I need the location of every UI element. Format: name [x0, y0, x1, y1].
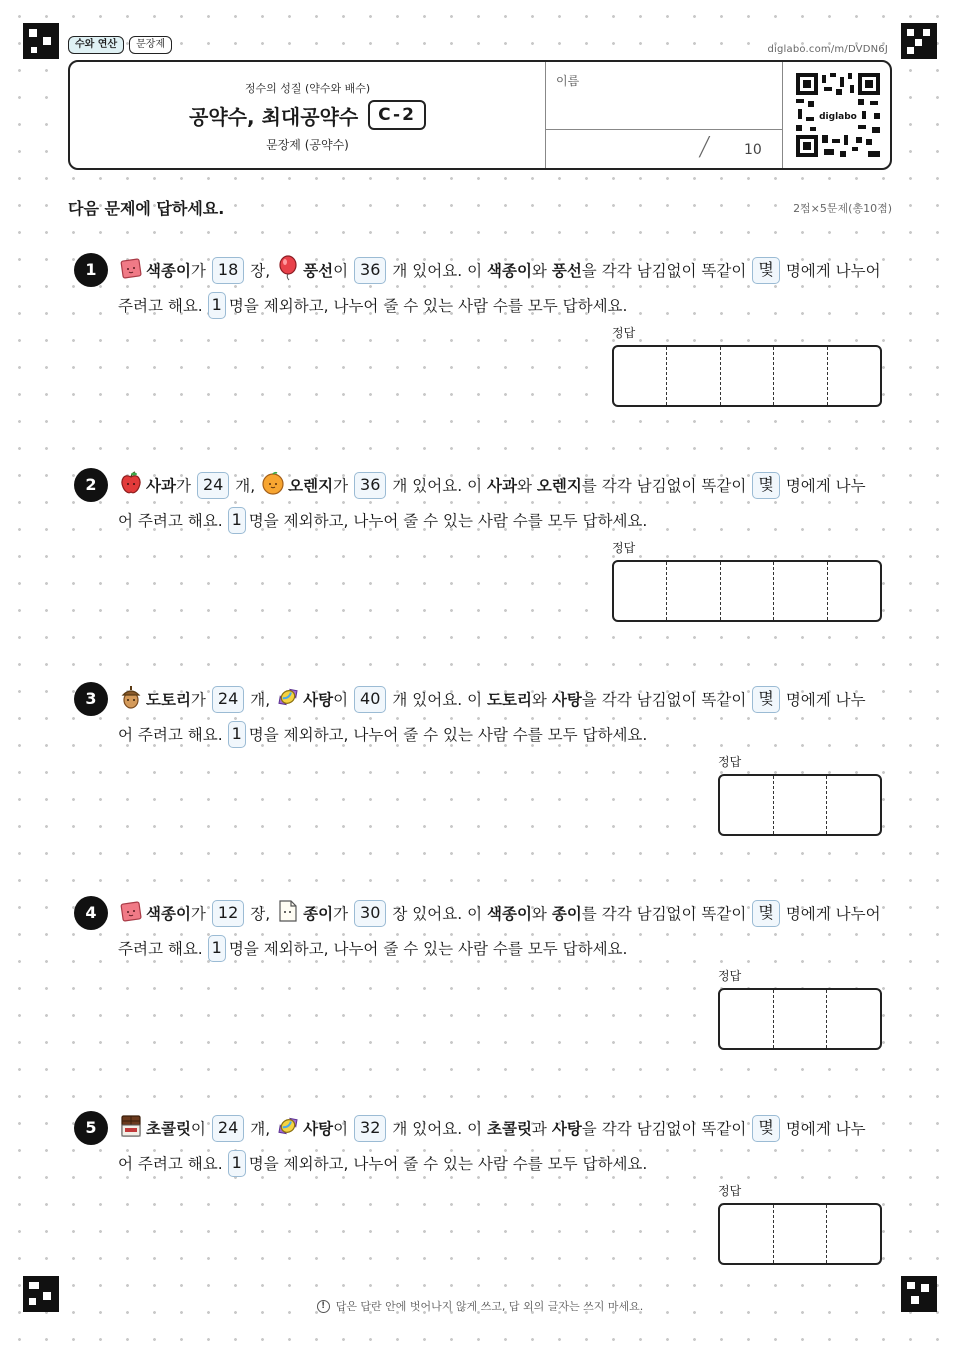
item1-unit: 개, — [235, 477, 256, 495]
item1-unit: 장, — [250, 262, 271, 280]
item1-unit: 개, — [250, 691, 271, 709]
how-many-box: 몇 — [752, 686, 779, 713]
line1-tail: 명에게 나누어 — [785, 905, 881, 923]
answer-box[interactable] — [612, 345, 882, 407]
item1-particle: 가 — [175, 477, 191, 495]
answer-cell[interactable] — [614, 562, 666, 620]
item2-name-ref: 사탕 — [551, 691, 582, 709]
candy-icon — [275, 684, 303, 714]
answer-cell[interactable] — [614, 347, 666, 405]
answer-cell[interactable] — [826, 990, 880, 1048]
connector: 과 — [531, 1120, 547, 1138]
category-tags — [68, 36, 172, 54]
answer-cell[interactable] — [773, 562, 826, 620]
line2-pre: 어 주려고 해요. — [118, 1155, 223, 1173]
candy-icon — [275, 1113, 303, 1143]
problem-line-1 — [118, 684, 866, 714]
how-many-box: 몇 — [752, 1115, 779, 1142]
exclude-box: 1 — [228, 721, 246, 748]
answer-cell[interactable] — [720, 776, 773, 834]
answer-box[interactable] — [718, 988, 882, 1050]
connector: 와 — [516, 477, 532, 495]
title-row — [70, 100, 545, 130]
balloon-icon — [275, 255, 303, 285]
tag-word-problem: 문장제 — [129, 36, 172, 54]
answer-cell[interactable] — [826, 776, 880, 834]
item1-particle: 가 — [190, 691, 206, 709]
line2-pre: 어 주려고 해요. — [118, 512, 223, 530]
answer-box[interactable] — [718, 1203, 882, 1265]
exclude-box: 1 — [228, 507, 246, 534]
exclude-box: 1 — [208, 935, 226, 962]
item1-name-ref: 색종이 — [487, 262, 532, 280]
corner-marker-top-left — [23, 23, 59, 59]
line2-post: 명을 제외하고, 나누어 줄 수 있는 사람 수를 모두 답하세요. — [228, 297, 628, 315]
object-particle: 을 — [581, 691, 597, 709]
problem-line-1 — [118, 1113, 866, 1143]
footer-note — [0, 1298, 960, 1314]
item1-count-box: 24 — [212, 1115, 244, 1142]
answer-label: 정답 — [612, 541, 636, 555]
answer-cell[interactable] — [666, 347, 719, 405]
answer-box[interactable] — [718, 774, 882, 836]
line1-tail: 명에게 나누어 — [785, 262, 881, 280]
line2-pre: 주려고 해요. — [118, 297, 203, 315]
level-code: C-2 — [368, 100, 426, 130]
item2-particle: 이 — [333, 262, 349, 280]
paper-icon — [275, 898, 303, 928]
item1-particle: 가 — [190, 905, 206, 923]
item2-name: 종이 — [303, 905, 334, 923]
line2-post: 명을 제외하고, 나누어 줄 수 있는 사람 수를 모두 답하세요. — [228, 940, 628, 958]
how-many-box: 몇 — [752, 472, 779, 499]
colored-paper-icon — [118, 255, 146, 285]
problem-line-2 — [118, 933, 627, 963]
problem-line-1 — [118, 470, 866, 500]
item1-name: 사과 — [146, 477, 176, 495]
title-section — [70, 62, 546, 168]
object-particle: 를 — [581, 477, 597, 495]
item1-unit: 개, — [250, 1120, 271, 1138]
distribution-text: 각각 남김없이 똑같이 — [601, 1120, 747, 1138]
problem-line-2 — [118, 1148, 647, 1178]
line2-pre: 주려고 해요. — [118, 940, 203, 958]
object-particle: 를 — [581, 905, 597, 923]
instruction: 다음 문제에 답하세요. — [68, 199, 225, 218]
item1-name: 도토리 — [146, 691, 191, 709]
item2-count-box: 32 — [354, 1115, 386, 1142]
problem-line-1 — [118, 255, 881, 285]
object-particle: 을 — [581, 1120, 597, 1138]
qr-code-icon — [796, 73, 880, 157]
item1-count-box: 24 — [212, 686, 244, 713]
item1-name-ref: 초콜릿 — [487, 1120, 532, 1138]
problem-line-2 — [118, 505, 647, 535]
item2-particle: 가 — [333, 905, 349, 923]
connector: 와 — [531, 905, 547, 923]
chocolate-icon — [118, 1113, 146, 1143]
problem-line-2 — [118, 290, 627, 320]
problem-number: 3 — [74, 682, 108, 716]
answer-label: 정답 — [718, 755, 742, 769]
item2-particle: 가 — [333, 477, 349, 495]
item2-unit: 개 있어요. 이 — [392, 1120, 483, 1138]
name-field[interactable] — [546, 62, 782, 130]
answer-cell[interactable] — [720, 1205, 773, 1263]
item1-count-box: 12 — [212, 900, 244, 927]
corner-marker-top-right — [901, 23, 937, 59]
how-many-box: 몇 — [752, 900, 779, 927]
answer-cell[interactable] — [773, 1205, 827, 1263]
object-particle: 을 — [581, 262, 597, 280]
item2-particle: 이 — [333, 1120, 349, 1138]
exclude-box: 1 — [228, 1150, 246, 1177]
item1-name: 초콜릿 — [146, 1120, 191, 1138]
item2-name-ref: 종이 — [551, 905, 582, 923]
answer-cell[interactable] — [826, 1205, 880, 1263]
warning-icon: ! — [317, 1300, 330, 1313]
answer-cell[interactable] — [827, 347, 880, 405]
distribution-text: 각각 남김없이 똑같이 — [601, 905, 747, 923]
item2-count-box: 40 — [354, 686, 386, 713]
item2-count-box: 36 — [354, 472, 386, 499]
unit-subtitle: 정수의 성질 (약수와 배수) — [244, 82, 371, 95]
item2-count-box: 36 — [354, 257, 386, 284]
score-slash: / — [697, 132, 712, 162]
item2-unit: 장 있어요. 이 — [392, 905, 483, 923]
page-title: 공약수, 최대공약수 — [189, 104, 359, 129]
score-field[interactable] — [546, 130, 782, 168]
problem-line-2 — [118, 719, 647, 749]
item2-name-ref: 오렌지 — [536, 477, 582, 495]
item2-name-ref: 풍선 — [551, 262, 582, 280]
problem-number: 2 — [74, 468, 108, 502]
item1-count-box: 18 — [212, 257, 244, 284]
answer-label: 정답 — [612, 326, 636, 340]
qr-label: diglabo — [819, 112, 857, 122]
item2-name: 사탕 — [303, 1120, 334, 1138]
item2-count-box: 30 — [354, 900, 386, 927]
item2-unit: 개 있어요. 이 — [392, 691, 483, 709]
name-label: 이름 — [556, 74, 580, 88]
item2-particle: 이 — [333, 691, 349, 709]
answer-cell[interactable] — [720, 562, 773, 620]
line1-tail: 명에게 나누 — [785, 1120, 866, 1138]
item2-unit: 개 있어요. 이 — [392, 477, 483, 495]
item1-particle: 가 — [190, 262, 206, 280]
acorn-icon — [118, 684, 146, 714]
item1-name-ref: 색종이 — [487, 905, 532, 923]
answer-label: 정답 — [718, 1184, 742, 1198]
item1-name: 색종이 — [146, 905, 191, 923]
problem-number: 5 — [74, 1111, 108, 1145]
item2-name: 오렌지 — [288, 477, 334, 495]
score-total: 10 — [744, 142, 762, 158]
colored-paper-icon — [118, 898, 146, 928]
item2-unit: 개 있어요. 이 — [392, 262, 483, 280]
qr-section — [782, 62, 890, 168]
distribution-text: 각각 남김없이 똑같이 — [601, 262, 747, 280]
connector: 와 — [531, 262, 547, 280]
footer-text: 답은 답란 안에 벗어나지 않게 쓰고, 답 외의 글자는 쓰지 마세요. — [335, 1300, 644, 1313]
apple-icon — [118, 470, 146, 500]
item2-name: 풍선 — [303, 262, 334, 280]
answer-label: 정답 — [718, 969, 742, 983]
connector: 와 — [531, 691, 547, 709]
exclude-box: 1 — [208, 292, 226, 319]
item1-count-box: 24 — [197, 472, 229, 499]
line1-tail: 명에게 나누 — [785, 691, 866, 709]
answer-cell[interactable] — [720, 347, 773, 405]
line1-tail: 명에게 나누 — [785, 477, 866, 495]
distribution-text: 각각 남김없이 똑같이 — [601, 691, 747, 709]
item2-name: 사탕 — [303, 691, 334, 709]
worksheet-header — [68, 60, 892, 170]
points-info: 2점×5문제(총10점) — [793, 202, 892, 215]
page-url: diglabo.com/m/DVDN6J — [767, 44, 888, 55]
answer-cell[interactable] — [773, 347, 826, 405]
problem-number: 1 — [74, 253, 108, 287]
problem-number: 4 — [74, 896, 108, 930]
answer-box[interactable] — [612, 560, 882, 622]
how-many-box: 몇 — [752, 257, 779, 284]
orange-icon — [260, 470, 288, 500]
line2-pre: 어 주려고 해요. — [118, 726, 223, 744]
answer-cell[interactable] — [666, 562, 719, 620]
line2-post: 명을 제외하고, 나누어 줄 수 있는 사람 수를 모두 답하세요. — [248, 512, 648, 530]
problem-line-1 — [118, 898, 881, 928]
tag-number-operations: 수와 연산 — [68, 36, 124, 54]
answer-cell[interactable] — [773, 990, 827, 1048]
problem-type: 문장제 (공약수) — [266, 138, 349, 152]
answer-cell[interactable] — [773, 776, 827, 834]
answer-cell[interactable] — [720, 990, 773, 1048]
item1-name-ref: 도토리 — [487, 691, 532, 709]
item1-name-ref: 사과 — [487, 477, 517, 495]
line2-post: 명을 제외하고, 나누어 줄 수 있는 사람 수를 모두 답하세요. — [248, 1155, 648, 1173]
answer-cell[interactable] — [827, 562, 880, 620]
item2-name-ref: 사탕 — [551, 1120, 582, 1138]
item1-name: 색종이 — [146, 262, 191, 280]
item1-particle: 이 — [190, 1120, 206, 1138]
distribution-text: 각각 남김없이 똑같이 — [601, 477, 747, 495]
line2-post: 명을 제외하고, 나누어 줄 수 있는 사람 수를 모두 답하세요. — [248, 726, 648, 744]
item1-unit: 장, — [250, 905, 271, 923]
